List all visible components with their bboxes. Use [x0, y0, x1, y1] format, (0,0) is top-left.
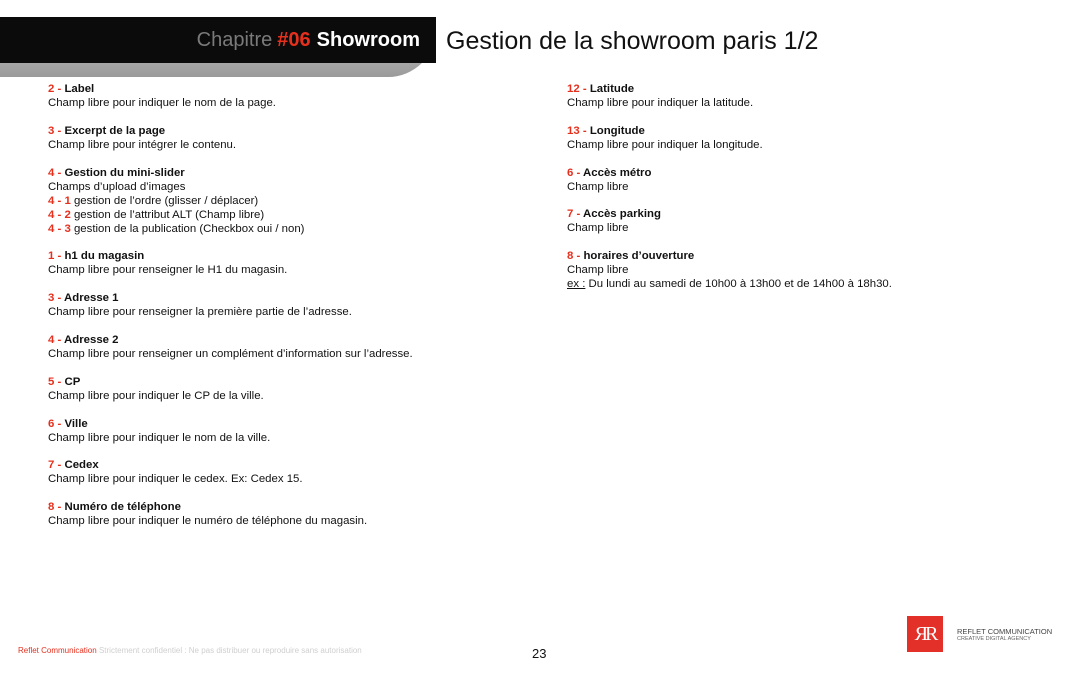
- field-heading: [48, 375, 548, 389]
- field-entry: [567, 124, 1067, 152]
- field-description: Champ libre pour indiquer la longitude.: [567, 138, 763, 151]
- field-heading: [48, 333, 548, 347]
- field-heading: [567, 207, 1067, 221]
- field-description: Champ libre pour indiquer le numéro de téléphone du magasin.: [48, 515, 368, 528]
- field-number: 1 -: [48, 250, 62, 263]
- field-number: 7 -: [567, 208, 581, 221]
- field-description: Champ libre pour intégrer le contenu.: [48, 138, 237, 151]
- field-entry: [48, 417, 548, 445]
- field-heading: [48, 458, 548, 472]
- field-number: 8 -: [48, 501, 62, 514]
- brand-logo: ЯR: [907, 616, 943, 652]
- field-number: 3 -: [48, 292, 62, 305]
- field-title: Ville: [64, 417, 88, 430]
- field-title: Numéro de téléphone: [64, 501, 181, 514]
- page-title: Gestion de la showroom paris 1/2: [446, 27, 819, 55]
- field-title: Adresse 1: [64, 292, 119, 305]
- field-title: Adresse 2: [64, 333, 119, 346]
- brand-tagline: CREATIVE DIGITAL AGENCY: [957, 636, 1031, 642]
- sub-item: [48, 208, 548, 222]
- field-description: Champ libre: [567, 264, 629, 277]
- field-description: Champ libre: [567, 180, 629, 193]
- field-title: Gestion du mini-slider: [64, 166, 185, 179]
- field-heading: [567, 166, 1067, 180]
- field-entry: [567, 166, 1067, 194]
- field-heading: [567, 249, 1067, 263]
- field-number: 2 -: [48, 83, 62, 95]
- sub-item-number: 4 - 3: [48, 222, 71, 235]
- field-heading: [567, 82, 1067, 96]
- field-description: Champ libre pour indiquer le nom de la page.: [48, 97, 276, 109]
- field-entry: [567, 249, 1067, 291]
- field-description: Champ libre pour indiquer le nom de la ville.: [48, 431, 271, 444]
- field-entry: [567, 207, 1067, 235]
- field-entry: [48, 82, 548, 110]
- page-number: 23: [532, 646, 547, 661]
- field-entry: [48, 458, 548, 486]
- field-title: Accès métro: [583, 166, 652, 179]
- sub-item-text: gestion de l’attribut ALT (Champ libre): [73, 208, 265, 221]
- field-entry: [48, 375, 548, 403]
- field-entry: [48, 249, 548, 277]
- field-description: Champ libre pour renseigner la première partie de l’adresse.: [48, 306, 352, 319]
- field-number: 4 -: [48, 333, 62, 346]
- field-entry: [48, 124, 548, 152]
- sub-item: [48, 222, 548, 236]
- footer-confidential: Strictement confidentiel : Ne pas distribuer ou reproduire sans autorisation: [98, 646, 362, 655]
- field-description: Champs d’upload d’images: [48, 180, 186, 193]
- field-description: Champ libre pour indiquer le CP de la ville.: [48, 389, 264, 402]
- field-number: 4 -: [48, 166, 62, 179]
- footer-note: [18, 646, 362, 655]
- brand-name: REFLET COMMUNICATION: [957, 627, 1053, 636]
- left-column: [48, 82, 548, 542]
- field-entry: [48, 291, 548, 319]
- field-number: 7 -: [48, 459, 62, 472]
- field-entry: [48, 500, 548, 528]
- field-heading: [48, 291, 548, 305]
- field-title: Longitude: [589, 124, 645, 137]
- chapter-number: #06: [277, 28, 311, 51]
- field-heading: [48, 417, 548, 431]
- field-description: Champ libre pour indiquer la latitude.: [567, 97, 754, 109]
- field-heading: [48, 500, 548, 514]
- field-heading: [48, 166, 548, 180]
- field-entry: [48, 166, 548, 236]
- field-title: Cedex: [64, 459, 99, 472]
- field-description: Champ libre pour indiquer le cedex. Ex: Cedex 15.: [48, 473, 303, 486]
- field-heading: [48, 124, 548, 138]
- chapter-name: Showroom: [316, 28, 420, 51]
- field-description: Champ libre pour renseigner le H1 du magasin.: [48, 264, 288, 277]
- field-number: 3 -: [48, 124, 62, 137]
- field-number: 13 -: [567, 124, 587, 137]
- brand-logo-text: [957, 627, 1052, 642]
- sub-item-text: gestion de l’ordre (glisser / déplacer): [73, 194, 259, 207]
- field-title: horaires d’ouverture: [583, 250, 695, 263]
- field-number: 12 -: [567, 83, 587, 95]
- field-title: CP: [64, 375, 81, 388]
- field-heading: [48, 82, 548, 96]
- field-description: Champ libre pour renseigner un complément d’information sur l’adresse.: [48, 347, 413, 360]
- field-number: 6 -: [567, 166, 581, 179]
- field-title: Latitude: [589, 83, 635, 95]
- chapter-word: Chapitre: [196, 28, 273, 51]
- example-label: ex :: [567, 278, 586, 291]
- field-entry: [567, 82, 1067, 110]
- example-text: Du lundi au samedi de 10h00 à 13h00 et de 14h00 à 18h30.: [585, 278, 892, 291]
- field-entry: [48, 333, 548, 361]
- sub-item-number: 4 - 2: [48, 208, 71, 221]
- example-line: [567, 277, 1067, 291]
- field-number: 5 -: [48, 375, 62, 388]
- field-number: 6 -: [48, 417, 62, 430]
- field-number: 8 -: [567, 250, 581, 263]
- field-title: Label: [64, 83, 95, 95]
- right-column: [567, 82, 1067, 305]
- sub-item-text: gestion de la publication (Checkbox oui / non): [73, 222, 305, 235]
- field-heading: [48, 249, 548, 263]
- field-title: Excerpt de la page: [64, 124, 166, 137]
- chapter-banner: [0, 17, 436, 63]
- field-title: h1 du magasin: [64, 250, 145, 263]
- field-description: Champ libre: [567, 222, 629, 235]
- sub-item-number: 4 - 1: [48, 194, 71, 207]
- footer-brand: Reflet Communication: [18, 646, 97, 655]
- field-heading: [567, 124, 1067, 138]
- field-title: Accès parking: [583, 208, 661, 221]
- sub-item: [48, 194, 548, 208]
